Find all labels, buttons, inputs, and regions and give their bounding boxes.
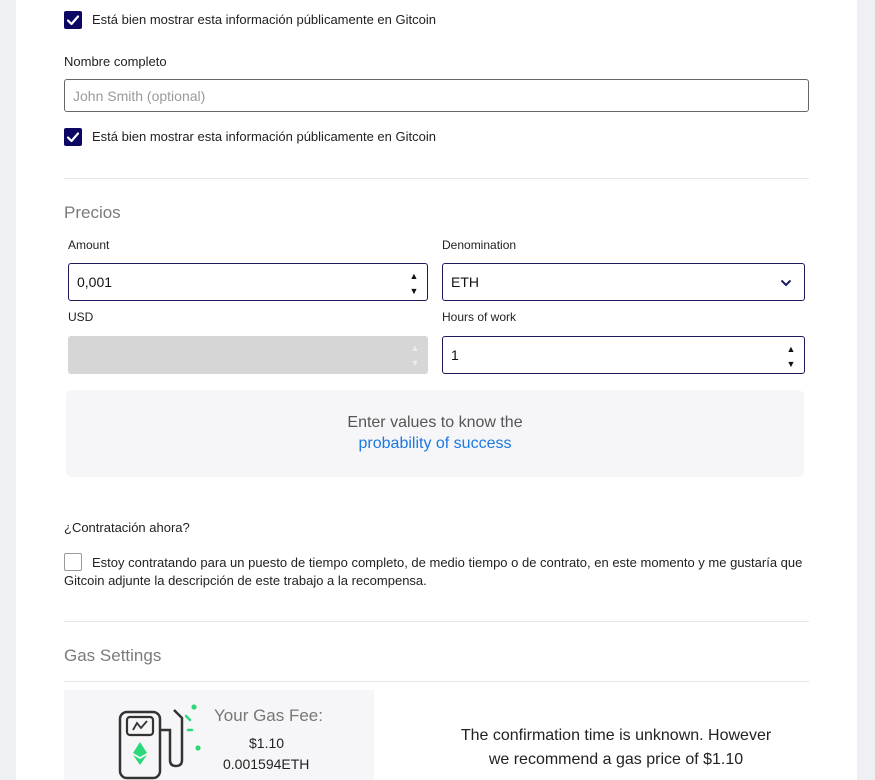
probability-link[interactable]: probability of success xyxy=(358,435,512,452)
caret-down-icon: ▼ xyxy=(410,358,420,368)
caret-up-icon: ▲ xyxy=(410,343,420,353)
hours-spinner[interactable] xyxy=(786,342,796,372)
divider xyxy=(64,681,809,682)
gas-fee-eth: 0.001594ETH xyxy=(223,756,310,772)
divider xyxy=(64,178,809,179)
public-checkbox-1[interactable] xyxy=(64,11,82,29)
hiring-checkbox-label: Estoy contratando para un puesto de tiempo completo, de medio tiempo o de contrato, en este momento y me gustaría que Gitcoin adjunte la descripción de este trabajo a la recompensa. xyxy=(64,555,803,588)
denomination-value: ETH xyxy=(451,274,479,290)
gas-fee-usd: $1.10 xyxy=(249,735,285,751)
amount-value: 0,001 xyxy=(77,274,113,290)
usd-input xyxy=(68,336,428,374)
public-checkbox-2[interactable] xyxy=(64,128,82,146)
public-checkbox-2-label: Está bien mostrar esta información públicamente en Gitcoin xyxy=(92,129,436,144)
chevron-down-icon xyxy=(780,278,792,288)
amount-label: Amount xyxy=(68,238,110,252)
caret-up-icon[interactable]: ▲ xyxy=(409,271,419,281)
hiring-title: ¿Contratación ahora? xyxy=(64,520,190,535)
hours-input[interactable] xyxy=(442,336,805,374)
usd-label: USD xyxy=(68,310,94,324)
gas-fee-label: Your Gas Fee: xyxy=(214,706,323,725)
gas-confirmation-line-2: we recommend a gas price of $1.10 xyxy=(488,751,744,768)
check-icon xyxy=(64,11,82,29)
gas-confirmation-line-1: The confirmation time is unknown. However xyxy=(460,727,772,744)
amount-input[interactable] xyxy=(68,263,428,301)
probability-panel xyxy=(66,390,804,477)
gas-title: Gas Settings xyxy=(64,646,162,665)
probability-text: Enter values to know the xyxy=(347,414,523,431)
divider xyxy=(64,621,809,622)
full-name-input[interactable] xyxy=(64,79,809,112)
usd-spinner xyxy=(410,341,420,371)
full-name-label: Nombre completo xyxy=(64,54,167,69)
gas-fee-panel xyxy=(64,690,374,780)
amount-spinner[interactable] xyxy=(409,269,419,299)
caret-down-icon[interactable]: ▼ xyxy=(409,286,419,296)
pricing-title: Precios xyxy=(64,203,121,222)
gas-confirmation-text xyxy=(414,724,818,772)
denomination-label: Denomination xyxy=(442,238,517,252)
caret-up-icon[interactable]: ▲ xyxy=(786,344,796,354)
hours-value: 1 xyxy=(451,347,459,363)
check-icon xyxy=(64,128,82,146)
denomination-select[interactable] xyxy=(442,263,805,301)
caret-down-icon[interactable]: ▼ xyxy=(786,359,796,369)
gas-pump-icon xyxy=(116,704,202,780)
form-card xyxy=(16,0,857,780)
hours-label: Hours of work xyxy=(442,310,517,324)
public-checkbox-1-label: Está bien mostrar esta información públicamente en Gitcoin xyxy=(92,12,436,27)
